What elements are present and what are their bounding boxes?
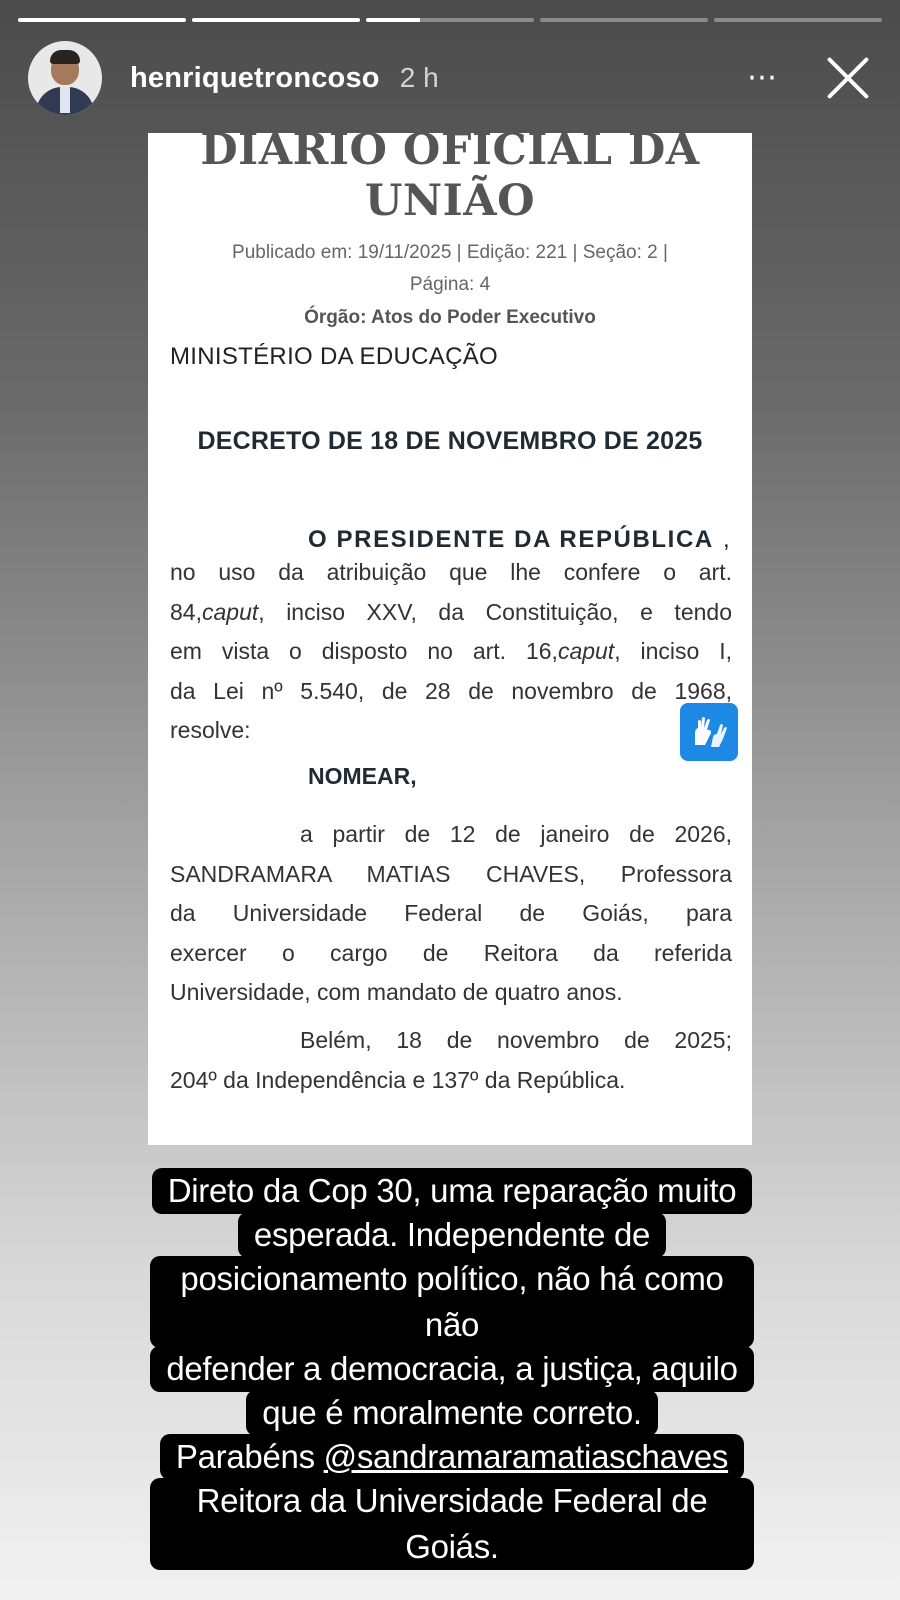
decree-heading: DECRETO DE 18 DE NOVEMBRO DE 2025 bbox=[197, 427, 703, 455]
caption-line: Direto da Cop 30, uma reparação muito bbox=[152, 1168, 753, 1214]
hands-glyph bbox=[689, 715, 729, 749]
paragraph-line: 204º da Independência e 137º da República. bbox=[170, 1066, 626, 1093]
progress-segment bbox=[366, 18, 534, 22]
paragraph-line: no uso da atribuição que lhe confere o art. bbox=[170, 559, 732, 585]
progress-fill bbox=[192, 18, 360, 22]
ministry-name: MINISTÉRIO DA EDUCAÇÃO bbox=[170, 343, 498, 370]
avatar[interactable] bbox=[28, 41, 102, 115]
avatar-hair bbox=[50, 50, 80, 64]
decree-paragraph-3 bbox=[170, 1021, 732, 1100]
paragraph-line: da Universidade Federal de Goiás, para bbox=[170, 900, 732, 926]
publication-meta bbox=[194, 237, 706, 301]
paragraph-line: da Lei nº 5.540, de 28 de novembro de 1968, bbox=[170, 677, 732, 704]
caption-line: que é moralmente correto. bbox=[246, 1390, 658, 1436]
orgao-label: Órgão: Atos do Poder Executivo bbox=[304, 307, 596, 328]
paragraph-line: 84,caput, inciso XXV, da Constituição, e tendo bbox=[170, 598, 732, 625]
progress-fill bbox=[366, 18, 420, 22]
meta-line: Publicado em: 19/11/2025 | Edição: 221 | Seção: 2 | bbox=[232, 242, 668, 263]
title-line: UNIÃO bbox=[364, 176, 536, 226]
libras-hands-icon[interactable] bbox=[680, 703, 738, 761]
paragraph-line: em vista o disposto no art. 16,caput, inciso I, bbox=[170, 638, 732, 664]
mention-link[interactable]: @sandramaramatiaschaves bbox=[323, 1438, 729, 1475]
progress-segment bbox=[540, 18, 708, 22]
caption-line: defender a democracia, a justiça, aquilo bbox=[150, 1346, 753, 1392]
paragraph-line: Universidade, com mandato de quatro anos. bbox=[170, 979, 623, 1005]
progress-fill bbox=[18, 18, 186, 22]
caption-line: esperada. Independente de bbox=[238, 1212, 666, 1258]
president-comma: , bbox=[723, 526, 730, 553]
document-image bbox=[148, 133, 752, 1145]
progress-segment bbox=[18, 18, 186, 22]
story-header bbox=[28, 40, 872, 116]
paragraph-line: exercer o cargo de Reitora da referida bbox=[170, 939, 732, 966]
meta-line: Página: 4 bbox=[409, 274, 491, 295]
post-time: 2 h bbox=[399, 62, 439, 93]
story-progress-bar bbox=[18, 18, 882, 22]
title-line: DIARIO OFICIAL DA bbox=[200, 133, 700, 175]
progress-segment bbox=[192, 18, 360, 22]
paragraph-line: SANDRAMARA MATIAS CHAVES, Professora bbox=[170, 860, 732, 887]
caption-line: Reitora da Universidade Federal de Goiás. bbox=[150, 1478, 754, 1570]
avatar-shirt bbox=[60, 87, 70, 113]
president-heading: O PRESIDENTE DA REPÚBLICA bbox=[308, 526, 714, 553]
story-caption bbox=[150, 1168, 754, 1568]
caption-parabens: Parabéns bbox=[175, 1438, 324, 1475]
close-icon[interactable] bbox=[824, 54, 872, 102]
document-title bbox=[148, 133, 752, 227]
paragraph-line: Belém, 18 de novembro de 2025; bbox=[300, 1027, 732, 1053]
decree-paragraph-2 bbox=[170, 815, 732, 1013]
progress-segment bbox=[714, 18, 882, 22]
decree-paragraph-1 bbox=[170, 553, 732, 751]
more-options-icon[interactable]: ⋯ bbox=[747, 61, 780, 94]
paragraph-line: a partir de 12 de janeiro de 2026, bbox=[300, 821, 732, 847]
caption-line-mention bbox=[160, 1434, 744, 1480]
caption-line: posicionamento político, não há como não bbox=[150, 1256, 754, 1348]
paragraph-line: resolve: bbox=[170, 717, 251, 743]
username-link[interactable]: henriquetroncoso bbox=[130, 61, 380, 94]
nomear-heading: NOMEAR, bbox=[308, 763, 417, 789]
